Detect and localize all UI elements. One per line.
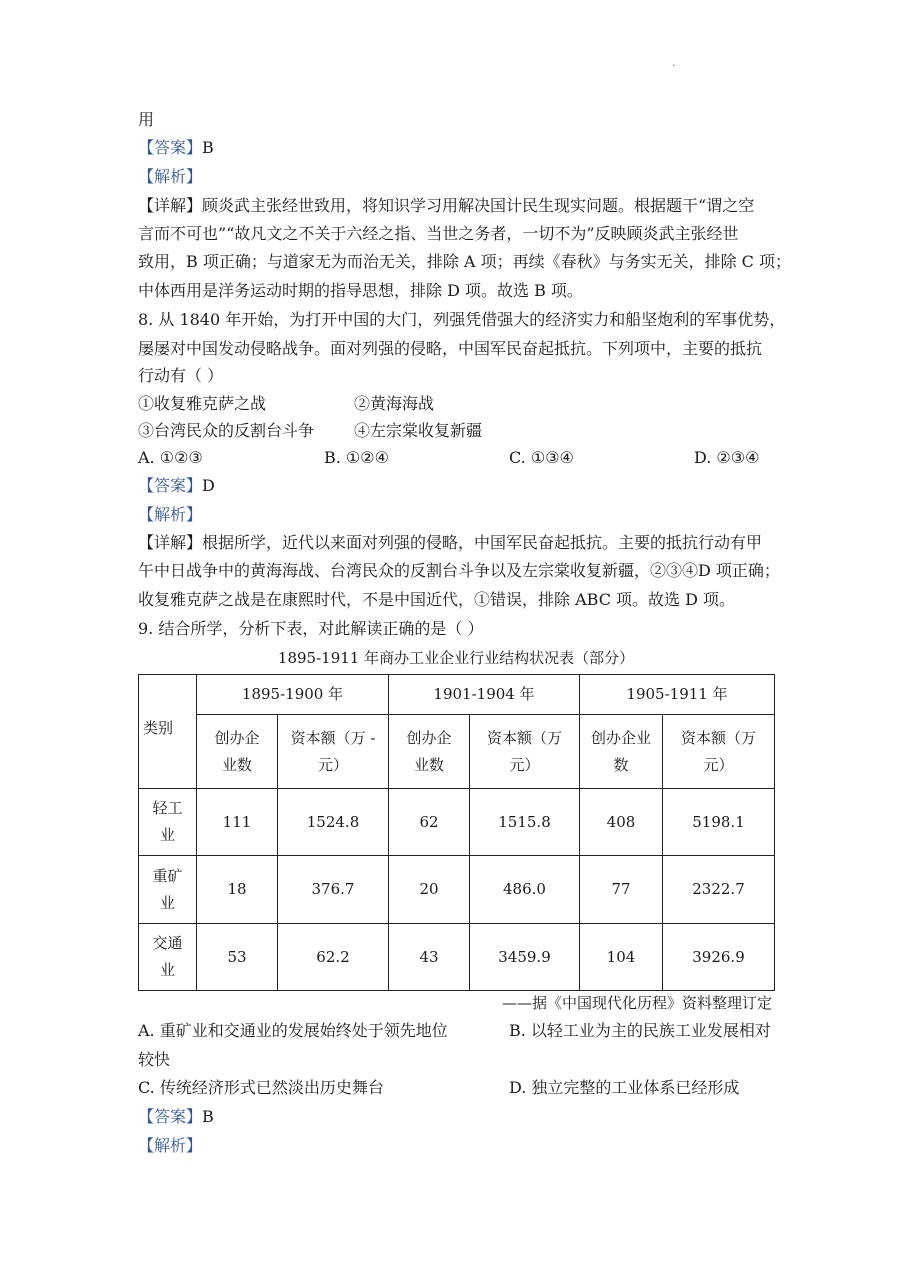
answer-label: 【答案】 [138, 138, 203, 157]
q9-option-b-continued: 较快 [138, 1050, 171, 1069]
q7-tail-text: 用 [138, 110, 155, 129]
header-mark: . [672, 58, 676, 69]
table-header-row [139, 675, 775, 715]
header-text: 资本额（万 [680, 728, 756, 747]
q9-analysis-label: 【解析】 [138, 1136, 203, 1155]
q8-item: ④左宗棠收复新疆 [354, 421, 483, 440]
header-text: 创办企 [406, 728, 452, 747]
q8-stem-line: 8. 从 1840 年开始，为打开中国的大门，列强凭借强大的经济实力和船坚炮利的军事优势， [138, 310, 786, 329]
header-text: 元） [703, 755, 734, 774]
label-text: 业 [159, 893, 175, 912]
header-text: 资本额（万 - [290, 728, 376, 747]
table-cell: 486.0 [470, 856, 580, 924]
row-label [139, 856, 197, 924]
answer-label: 【答案】 [138, 476, 203, 495]
table-cell: 104 [580, 924, 663, 991]
q8-detail-line: 收复雅克萨之战是在康熙时代，不是中国近代，①错误，排除 ABC 项。故选 D 项。 [138, 590, 736, 609]
period-header: 1901-1904 年 [389, 675, 580, 715]
header-text: 业数 [221, 755, 252, 774]
q7-analysis-label: 【解析】 [138, 167, 203, 186]
q7-detail-line: 中体西用是洋务运动时期的指导思想，排除 D 项。故选 B 项。 [138, 281, 583, 300]
header-text: 数 [613, 755, 629, 774]
q7-detail-line: 致用，B 项正确；与道家无为而治无关，排除 A 项；再续《春秋》与务实无关，排除 C 项； [138, 252, 791, 271]
q7-detail-line [138, 196, 754, 216]
period-header: 1905-1911 年 [580, 675, 775, 715]
q8-stem-line: 屡屡对中国发动侵略战争。面对列强的侵略，中国军民奋起抵抗。下列项中，主要的抵抗 [138, 339, 763, 358]
industry-structure-table [138, 674, 775, 991]
table-subheader-row [139, 715, 775, 789]
table-cell: 18 [197, 856, 278, 924]
header-text: 元） [509, 755, 540, 774]
label-text: 业 [159, 961, 175, 979]
table-cell: 1524.8 [278, 789, 389, 856]
q8-option-b: B. ①②④ [324, 448, 389, 467]
count-header [389, 715, 470, 789]
table-row [139, 856, 775, 924]
header-text: 创办企业 [590, 728, 651, 747]
q7-answer [138, 138, 214, 158]
table-cell: 111 [197, 789, 278, 856]
q9-option-d: D. 独立完整的工业体系已经形成 [509, 1078, 740, 1097]
table-cell: 408 [580, 789, 663, 856]
table-cell: 20 [389, 856, 470, 924]
q8-item: ②黄海海战 [354, 394, 435, 413]
capital-header [278, 715, 389, 789]
answer-value: B [202, 1107, 214, 1126]
header-text: 创办企 [214, 728, 260, 747]
table-cell: 53 [197, 924, 278, 991]
capital-header [663, 715, 775, 789]
label-text: 交通 [152, 934, 183, 952]
q9-option-c: C. 传统经济形式已然淡出历史舞台 [138, 1078, 384, 1097]
q8-analysis-label: 【解析】 [138, 505, 203, 524]
table-cell: 3459.9 [470, 924, 580, 991]
table-cell: 77 [580, 856, 663, 924]
table-cell: 3926.9 [663, 924, 775, 991]
table-row [139, 789, 775, 856]
table-cell: 5198.1 [663, 789, 775, 856]
q8-stem-line: 行动有（ ） [138, 366, 224, 385]
table-caption: 1895-1911 年商办工业企业行业结构状况表（部分） [277, 649, 635, 667]
q8-detail-line: 午中日战争中的黄海海战、台湾民众的反割台斗争以及左宗棠收复新疆，②③④D 项正确； [138, 561, 780, 580]
q8-option-c: C. ①③④ [509, 448, 574, 467]
table-source: ——据《中国现代化历程》资料整理订定 [501, 994, 772, 1012]
q8-detail-line [138, 533, 762, 553]
label-text: 轻工 [152, 799, 183, 817]
header-text: 资本额（万 [486, 728, 562, 747]
q9-option-a: A. 重矿业和交通业的发展始终处于领先地位 [138, 1021, 448, 1040]
detail-text: 根据所学，近代以来面对列强的侵略，中国军民奋起抵抗。主要的抵抗行动有甲 [202, 533, 763, 552]
q8-item: ③台湾民众的反割台斗争 [138, 421, 315, 440]
answer-value: D [202, 476, 215, 495]
q9-stem: 9. 结合所学，分析下表，对此解读正确的是（ ） [138, 619, 484, 638]
header-text: 业数 [413, 755, 444, 774]
table-cell: 43 [389, 924, 470, 991]
answer-label: 【答案】 [138, 1107, 203, 1126]
detail-label: 【详解】 [138, 533, 203, 552]
q7-detail-line: 言而不可也”“故凡文之不关于六经之指、当世之务者，一切不为”反映顾炎武主张经世 [138, 224, 739, 243]
period-header: 1895-1900 年 [197, 675, 389, 715]
header-text: 元） [317, 755, 348, 774]
label-text: 重矿 [152, 866, 183, 885]
q8-item: ①收复雅克萨之战 [138, 394, 267, 413]
count-header [580, 715, 663, 789]
table-cell: 62.2 [278, 924, 389, 991]
q8-answer [138, 476, 215, 496]
category-header: 类别 [139, 675, 197, 789]
table-cell: 2322.7 [663, 856, 775, 924]
q9-option-b: B. 以轻工业为主的民族工业发展相对 [509, 1021, 771, 1040]
capital-header [470, 715, 580, 789]
detail-text: 顾炎武主张经世致用，将知识学习用解决国计民生现实问题。根据题干“谓之空 [202, 196, 755, 215]
table-cell: 1515.8 [470, 789, 580, 856]
table-row [139, 924, 775, 991]
q8-option-a: A. ①②③ [138, 448, 203, 467]
q8-option-d: D. ②③④ [694, 448, 760, 467]
count-header [197, 715, 278, 789]
label-text: 业 [159, 826, 175, 844]
row-label [139, 789, 197, 856]
q9-answer [138, 1107, 214, 1127]
table-cell: 376.7 [278, 856, 389, 924]
detail-label: 【详解】 [138, 196, 203, 215]
table-cell: 62 [389, 789, 470, 856]
row-label [139, 924, 197, 991]
answer-value: B [202, 138, 214, 157]
